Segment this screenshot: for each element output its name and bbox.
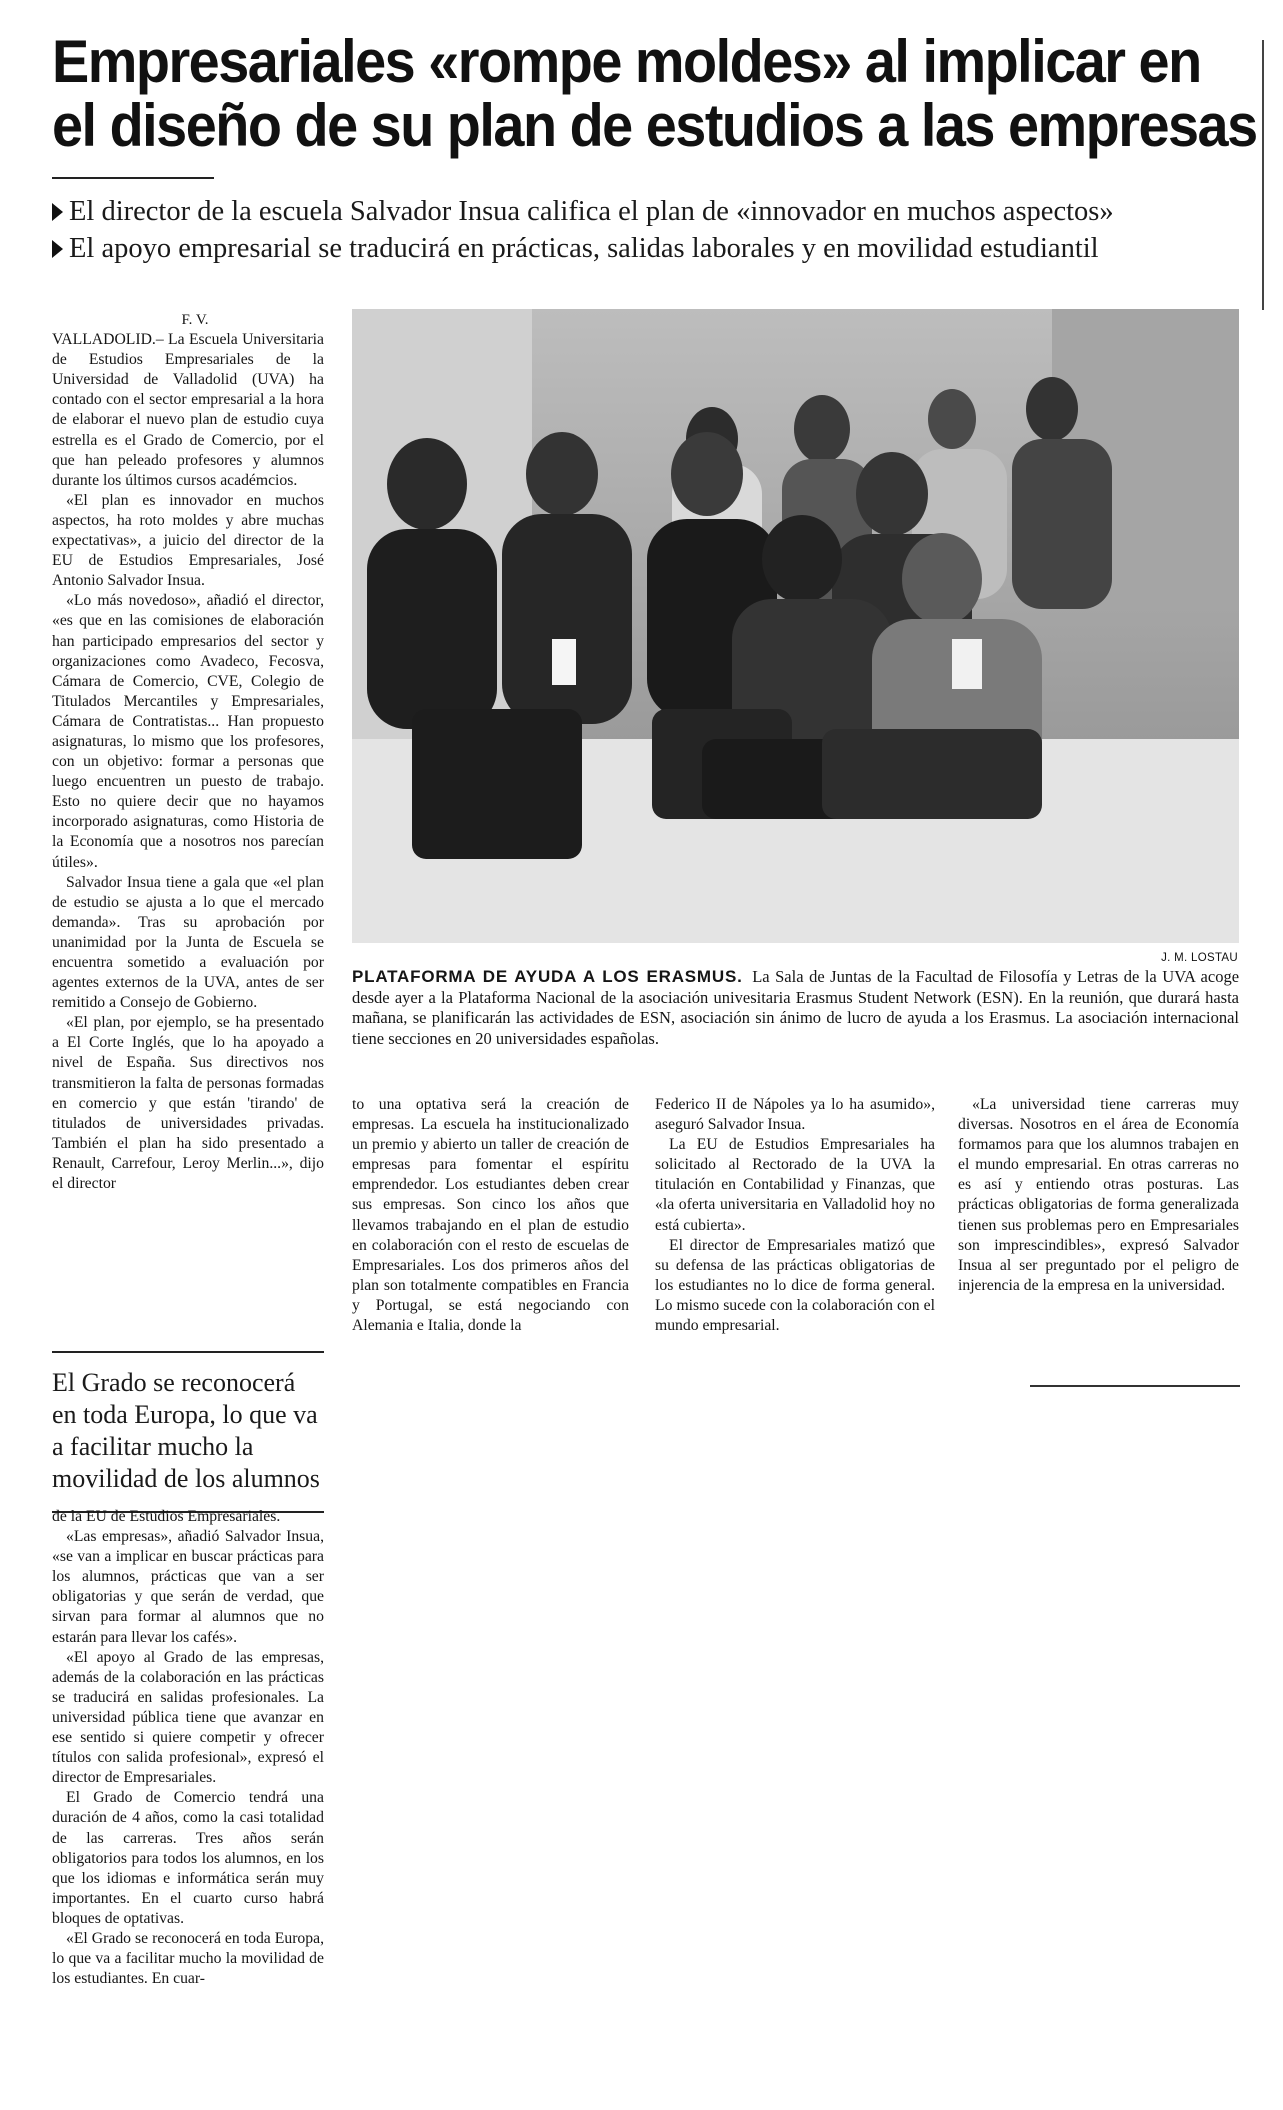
photo-credit: J. M. LOSTAU [1161,952,1238,964]
margin-rule [1262,40,1264,310]
column-4 [958,1095,1239,1296]
paragraph: to una optativa será la creación de empresas. La escuela ha institucionalizado un premio y abierto un taller de creación de empresas para fomentar el espíritu emprendedor. Los estudiantes deben crear sus empresas. Son cinco los años que llevamos trabajando en el plan de estudio en colaboración con el resto de escuelas de Empresariales. Los dos primeros años del plan son totalmente compatibles en Francia y Portugal, se está negociando con Alemania e Italia, donde la [352,1096,629,1335]
subhead-2: El apoyo empresarial se traducirá en prácticas, salidas laborales y en movilidad estudiantil [52,230,1252,267]
column-1-continued [52,1507,324,1989]
headline-line-2: el diseño de su plan de estudios a las empresas [52,92,1257,159]
headline-line-1: Empresariales «rompe moldes» al implicar en [52,28,1201,95]
photo-caption [352,967,1239,1049]
paragraph: «Las empresas», añadió Salvador Insua, «se van a implicar en buscar prácticas para los alumnos, prácticas que van a ser obligatorias y que serán de verdad, que sirvan para formar al alumnos que no estarán para llevar los cafés». [52,1528,324,1646]
paragraph: «El plan es innovador en muchos aspectos, ha roto moldes y abre muchas expectativas», a juicio del director de la EU de Estudios Empresariales, José Antonio Salvador Insua. [52,491,324,590]
paragraph: «Lo más novedoso», añadió el director, «es que en las comisiones de elaboración han participado empresarios del sector y organizaciones como Avadeco, Fecosva, Cámara de Comercio, CVE, Colegio de Titulados Mercantiles y Empresariales, Cámara de Contratistas... Han propuesto asignaturas, lo mismo que los profesores, con un objetivo: formar a personas que luego encuentren un puesto de trabajo. Esto no quiere decir que no hayamos incorporado asignaturas, como Historia de la Economía que a nosotros nos parecían útiles». [52,592,324,871]
pull-quote-text: El Grado se reconocerá en toda Europa, lo que va a facilitar mucho la movilidad de los alumnos [52,1368,320,1493]
paragraph: «El Grado se reconocerá en toda Europa, lo que va a facilitar mucho la movilidad de los estudiantes. En cuar- [52,1929,324,1988]
paragraph: VALLADOLID.– La Escuela Universitaria de Estudios Empresariales de la Universidad de Valladolid (UVA) ha contado con el sector empresarial a la hora de elaborar el nuevo plan de estudio cuya estrella es el Grado de Comercio, por el que han peleado profesores y alumnos durante los últimos cursos académcios. [52,331,324,489]
column-1 [52,310,324,1194]
news-photo [352,309,1239,943]
paragraph: «El plan, por ejemplo, se ha presentado a El Corte Inglés, que lo ha apoyado a nivel de España. Sus directivos nos transmitieron la falta de personas formadas en comercio y que están 'tirando' de titulados de universidades privadas. También el plan ha sido presentado a Renault, Carrefour, Leroy Merlin...», dijo el director [52,1014,324,1193]
caption-text: La Sala de Juntas de la Facultad de Filosofía y Letras de la UVA acoge desde ayer a la Plataforma Nacional de la asociación univesitaria Erasmus Student Network (ESN). En la reunión, que durará hasta mañana, se planificarán las actividades de ESN, asociación sin ánimo de lucro de ayuda a los Erasmus. La asociación internacional tiene secciones en 20 universidades españolas. [352,967,1240,1048]
paragraph: de la EU de Estudios Empresariales. [52,1508,281,1525]
triangle-bullet-icon [52,240,63,258]
paragraph: «El apoyo al Grado de las empresas, además de la colaboración en las prácticas se traducirá en salidas profesionales. La universidad pública tiene que avanzar en ese sentido si quiere competir y ofrecer títulos con salida profesional», expresó el director de Empresariales. [52,1648,324,1787]
subhead-1: El director de la escuela Salvador Insua califica el plan de «innovador en muchos aspectos» [52,193,1252,230]
headline [52,28,1257,159]
paragraph: La EU de Estudios Empresariales ha solicitado al Rectorado de la UVA la titulación en Contabilidad y Finanzas, que «la oferta universitaria en Valladolid hoy no está cubierta». [655,1136,935,1234]
photo-illustration [352,309,1239,943]
pull-quote [52,1351,324,1513]
paragraph: «La universidad tiene carreras muy diversas. Nosotros en el área de Economía formamos para que los alumnos trabajen en el mundo empresarial. En otras carreras no es así y entiendo otras posturas. Las prácticas obligatorias de forma generalizada tienen sus problemas pero en Empresariales son imprescindibles», expresó Salvador Insua al ser preguntado por el peligro de injerencia de la empresa en la universidad. [958,1096,1239,1294]
byline: F. V. [181,312,209,328]
headline-rule [52,177,214,179]
column-2 [352,1095,629,1336]
triangle-bullet-icon [52,203,63,221]
column-3 [655,1095,935,1336]
subheads [52,193,1252,267]
end-rule [1030,1385,1240,1387]
paragraph: El director de Empresariales matizó que su defensa de las prácticas obligatorias de los estudiantes no lo dice de forma general. Lo mismo sucede con la colaboración con el mundo empresarial. [655,1236,935,1335]
paragraph: El Grado de Comercio tendrá una duración de 4 años, como la casi totalidad de las carreras. Tres años serán obligatorios para todos los alumnos, en los que los idiomas e informática serán muy importantes. En el cuarto curso habrá bloques de optativas. [52,1789,324,1927]
caption-title: PLATAFORMA DE AYUDA A LOS ERASMUS. [352,967,743,986]
paragraph: Federico II de Nápoles ya lo ha asumido», aseguró Salvador Insua. [655,1096,935,1134]
paragraph: Salvador Insua tiene a gala que «el plan de estudio se ajusta a lo que el mercado demanda». Tras su aprobación por unanimidad por la Junta de Escuela se encuentra sometido a evaluación por agentes externos de la UVA, antes de ser remitido a Consejo de Gobierno. [52,873,324,1012]
